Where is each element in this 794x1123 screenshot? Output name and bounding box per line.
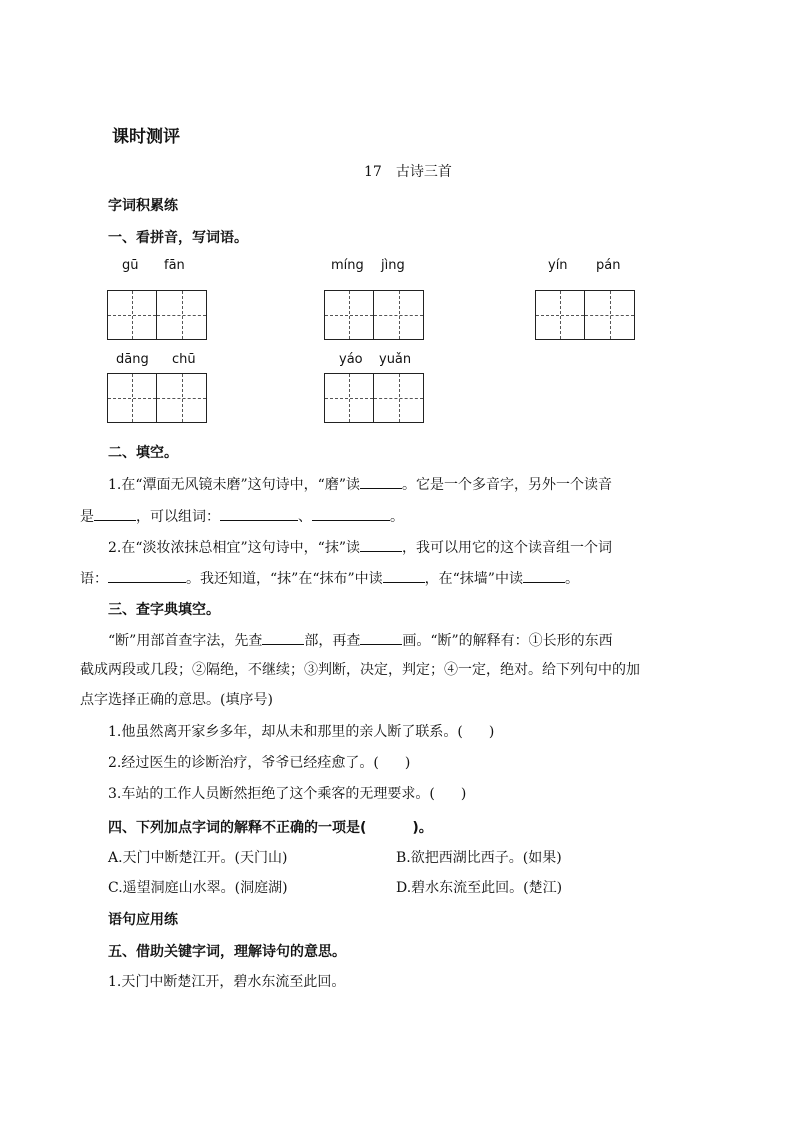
answer-blank[interactable]	[360, 536, 402, 552]
question-text: “断”用部首查字法，先查	[108, 633, 263, 649]
q5-title: 五、借助关键字词，理解诗句的意思。	[108, 944, 346, 960]
answer-blank[interactable]	[360, 473, 402, 489]
q2-title: 二、填空。	[108, 445, 178, 461]
writing-cell[interactable]	[107, 373, 157, 423]
pinyin-syllable: yín	[548, 258, 568, 273]
q4-option-c: C.遥望洞庭山水翠。(洞庭湖)	[108, 880, 288, 896]
answer-blank[interactable]	[220, 505, 298, 521]
writing-cell[interactable]	[324, 373, 374, 423]
answer-blank[interactable]	[523, 567, 565, 583]
part-b-title: 语句应用练	[108, 912, 178, 928]
writing-grid-3[interactable]	[535, 290, 635, 340]
writing-cell[interactable]	[324, 290, 374, 340]
question-text: 2.经过医生的诊断治疗，爷爷已经痊愈了。(	[108, 755, 379, 771]
question-text: 3.车站的工作人员断然拒绝了这个乘客的无理要求。(	[108, 786, 435, 802]
question-text: )	[404, 755, 411, 771]
pinyin-syllable: yáo	[339, 352, 363, 367]
q4-title	[108, 817, 433, 837]
lesson-number: 17	[364, 164, 382, 180]
writing-cell[interactable]	[374, 290, 424, 340]
pinyin-syllable: dāng	[116, 352, 149, 367]
writing-cell[interactable]	[157, 373, 207, 423]
question-text: 画。“断”的解释有：①长形的东西	[402, 633, 613, 649]
q2-sentence-1-line-2	[80, 505, 404, 527]
answer-blank[interactable]	[94, 505, 136, 521]
writing-cell[interactable]	[585, 290, 635, 340]
question-text: 2.在“淡妆浓抹总相宜”这句诗中，“抹”读	[108, 540, 360, 556]
pinyin-word-2	[331, 258, 405, 273]
answer-blank[interactable]	[262, 629, 304, 645]
answer-blank[interactable]	[383, 567, 425, 583]
q4-option-a: A.天门中断楚江开。(天门山)	[108, 850, 288, 866]
writing-cell[interactable]	[107, 290, 157, 340]
q3-paragraph-line-2: 截成两段或几段；②隔绝，不继续；③判断，决定，判定；④一定，绝对。给下列句中的加	[80, 662, 640, 678]
pinyin-syllable: míng	[331, 258, 364, 273]
q2-sentence-2-line-1	[108, 536, 612, 558]
question-text: 四、下列加点字词的解释不正确的一项是(	[108, 820, 367, 836]
question-text: 、	[298, 509, 312, 525]
question-text: 是	[80, 509, 94, 525]
question-text: )	[460, 786, 467, 802]
pinyin-syllable: chū	[172, 352, 196, 367]
question-text: ，可以组词：	[136, 509, 220, 525]
writing-cell[interactable]	[535, 290, 585, 340]
pinyin-syllable: jìng	[381, 258, 405, 273]
writing-grid-1[interactable]	[107, 290, 207, 340]
q3-item-2	[108, 753, 410, 773]
question-text: 。我还知道，“抹”在“抹布”中读	[186, 571, 383, 587]
q1-title: 一、看拼音，写词语。	[108, 230, 248, 246]
q5-item-1: 1.天门中断楚江开，碧水东流至此回。	[108, 974, 346, 990]
answer-blank[interactable]	[360, 629, 402, 645]
q3-item-3	[108, 784, 466, 804]
writing-cell[interactable]	[157, 290, 207, 340]
writing-cell[interactable]	[374, 373, 424, 423]
page-title: 课时测评	[112, 127, 180, 147]
pinyin-syllable: gū	[122, 258, 139, 273]
pinyin-word-4	[116, 352, 196, 367]
q3-paragraph-line-3: 点字选择正确的意思。(填序号)	[80, 692, 273, 708]
pinyin-syllable: yuǎn	[379, 352, 412, 367]
question-text: ，我可以用它的这个读音组一个词	[402, 540, 612, 556]
q2-sentence-2-line-2	[80, 567, 579, 589]
q4-option-d: D.碧水东流至此回。(楚江)	[396, 880, 563, 896]
pinyin-syllable: fān	[164, 258, 185, 273]
question-text: 语：	[80, 571, 108, 587]
question-text: 。它是一个多音字，另外一个读音	[402, 477, 612, 493]
writing-grid-2[interactable]	[324, 290, 424, 340]
q3-item-1	[108, 722, 494, 742]
question-text: 。	[390, 509, 404, 525]
answer-blank[interactable]	[312, 505, 390, 521]
question-text: 。	[564, 571, 579, 587]
answer-blank[interactable]	[108, 567, 186, 583]
question-text: 1.在“潭面无风镜未磨”这句诗中，“磨”读	[108, 477, 360, 493]
question-text: )	[488, 724, 495, 740]
lesson-title	[364, 161, 452, 181]
lesson-name: 古诗三首	[395, 164, 452, 180]
writing-grid-5[interactable]	[324, 373, 424, 423]
question-text: 部，再查	[304, 633, 361, 649]
question-text: 1.他虽然离开家乡多年，却从未和那里的亲人断了联系。(	[108, 724, 463, 740]
writing-grid-4[interactable]	[107, 373, 207, 423]
q2-sentence-1-line-1	[108, 473, 612, 495]
q4-option-b: B.欲把西湖比西子。(如果)	[396, 850, 562, 866]
question-text: )。	[412, 820, 433, 836]
pinyin-syllable: pán	[596, 258, 621, 273]
q3-title: 三、查字典填空。	[108, 602, 220, 618]
pinyin-word-5	[339, 352, 411, 367]
pinyin-word-1	[122, 258, 185, 273]
pinyin-word-3	[548, 258, 620, 273]
q3-paragraph-line-1	[108, 629, 613, 651]
part-a-title: 字词积累练	[108, 198, 178, 214]
question-text: ，在“抹墙”中读	[424, 571, 523, 587]
